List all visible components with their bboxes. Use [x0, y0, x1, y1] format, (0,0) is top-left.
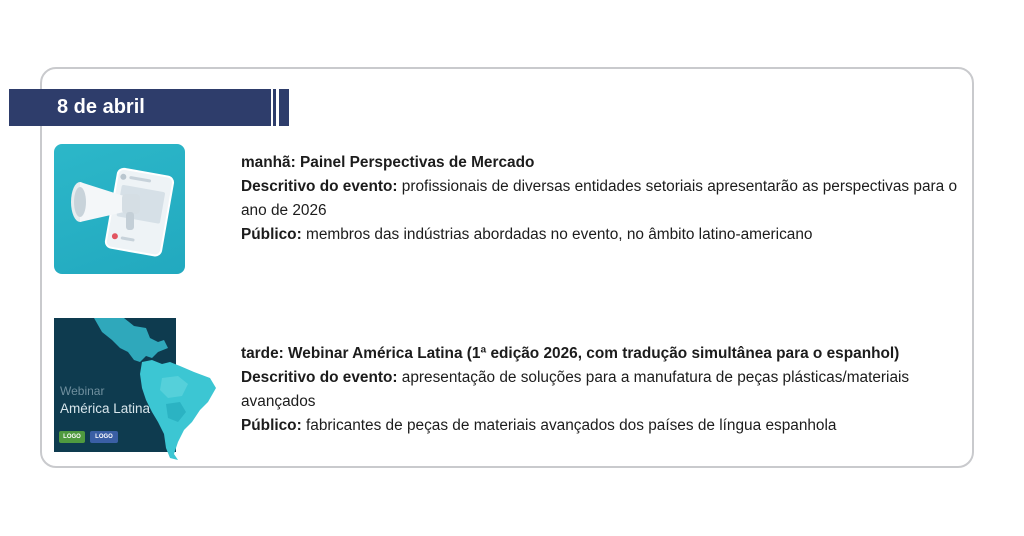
desc-text: profissionais de diversas entidades setoriais apresentarão as perspectivas para o ano de 2026	[241, 178, 958, 219]
desc-text: apresentação de soluções para a manufatura de peças plásticas/materiais avançados	[241, 369, 910, 410]
partner-logo: LOGO	[59, 431, 85, 443]
date-label: 8 de abril	[57, 96, 145, 118]
event-title: tarde: Webinar América Latina (1ª edição 2026, com tradução simultânea para o espanhol)	[241, 345, 900, 362]
banner-stripe	[279, 89, 289, 126]
event-title: manhã: Painel Perspectivas de Mercado	[241, 154, 535, 171]
public-label: Público:	[241, 226, 302, 243]
event-afternoon	[241, 342, 961, 438]
desc-label: Descritivo do evento:	[241, 369, 398, 386]
webinar-thumbnail	[54, 318, 176, 452]
megaphone-thumbnail	[54, 144, 185, 274]
desc-label: Descritivo do evento:	[241, 178, 398, 195]
megaphone-icon	[54, 144, 185, 274]
partner-logo: LOGO	[90, 431, 118, 443]
banner-stripe	[273, 89, 276, 126]
event-morning	[241, 151, 961, 247]
region-title: América Latina	[60, 401, 151, 416]
public-text: membros das indústrias abordadas no evento, no âmbito latino-americano	[306, 226, 813, 243]
webinar-word: Webinar	[60, 384, 105, 398]
date-banner	[9, 89, 271, 126]
public-text: fabricantes de peças de materiais avançados dos países de língua espanhola	[306, 417, 837, 434]
public-label: Público:	[241, 417, 302, 434]
